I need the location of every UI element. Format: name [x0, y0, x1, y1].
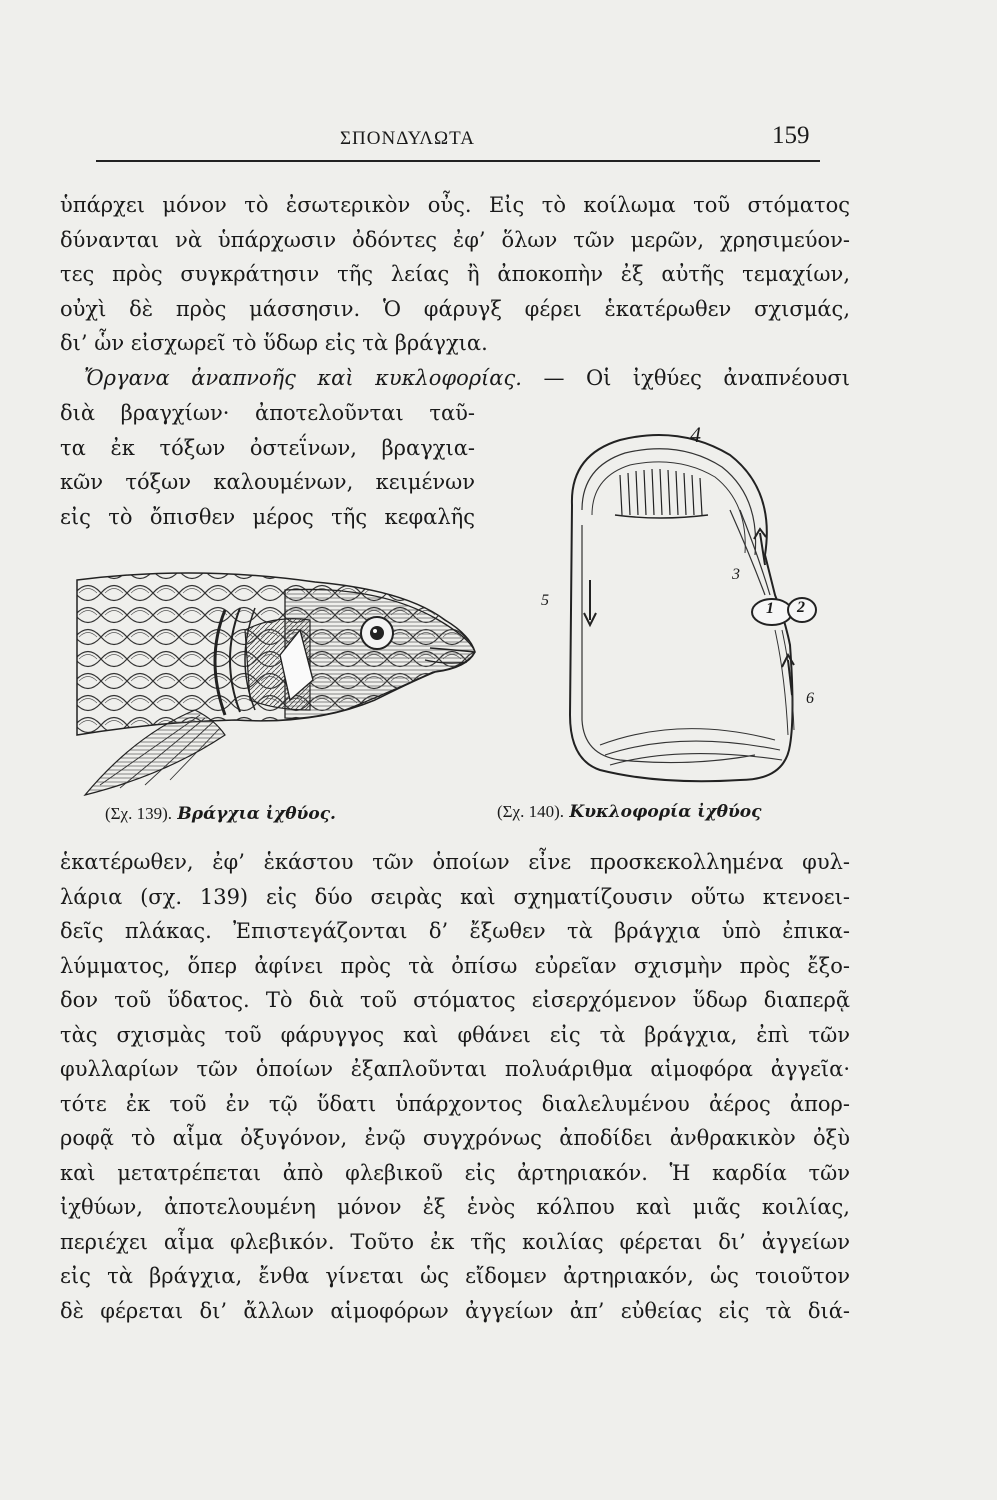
text-line: δὲ φέρεται δι’ ἄλλων αἱμοφόρων ἀγγείων ἀπ’ εὐθείας εἰς τὰ διά-	[60, 1298, 850, 1323]
text-line: λάρια (σχ. 139) εἰς δύο σειρὰς καὶ σχηματίζουσιν οὕτω κτενοει-	[60, 884, 850, 909]
figure-title: Βράγχια ἰχθύος.	[177, 804, 336, 824]
text-line: λύμματος, ὅπερ ἀφίνει πρὸς τὰ ὀπίσω εὐρεῖαν σχισμὴν πρὸς ἔξο-	[60, 953, 850, 978]
diagram-label: 3	[732, 566, 740, 583]
text-line: δον τοῦ ὕδατος. Τὸ διὰ τοῦ στόματος εἰσερχόμενον ὕδωρ διαπερᾷ	[60, 988, 850, 1012]
figure-140-caption	[497, 802, 761, 822]
text-line: τες πρὸς συγκράτησιν τῆς λείας ἢ ἀποκοπὴν ἐξ αὐτῆς τεμαχίων,	[60, 262, 850, 286]
figure-number: (Σχ. 139).	[105, 804, 173, 823]
text-line: φυλλαρίων τῶν ὁποίων ἐξαπλοῦνται πολυάριθμα αἱμοφόρα ἀγγεῖα·	[60, 1057, 850, 1081]
figure-number: (Σχ. 140).	[497, 802, 565, 821]
text-line: εἰς τὸ ὄπισθεν μέρος τῆς κεφαλῆς	[60, 504, 475, 529]
text-line: εἰς τὰ βράγχια, ἔνθα γίνεται ὡς εἴδομεν ἀρτηριακόν, ὡς τοιοῦτον	[60, 1264, 850, 1288]
diagram-label: 6	[806, 690, 814, 707]
section-heading-row	[60, 361, 850, 396]
text-line: ἑκατέρωθεν, ἐφ’ ἑκάστου τῶν ὁποίων εἶνε προσκεκολλημένα φυλ-	[60, 850, 850, 874]
diagram-label: 5	[541, 592, 549, 609]
figure-title: Κυκλοφορία ἰχθύος	[569, 802, 762, 822]
text-line: τότε ἐκ τοῦ ἐν τῷ ὕδατι ὑπάρχοντος διαλελυμένου ἀέρος ἀπορ-	[60, 1091, 850, 1116]
header-rule	[96, 160, 820, 162]
page-number: 159	[772, 122, 810, 149]
text-line: κῶν τόξων καλουμένων, κειμένων	[60, 470, 475, 494]
paragraph-bottom	[60, 845, 850, 1328]
text-line: διὰ βραγχίων· ἀποτελοῦνται ταῦ-	[60, 401, 475, 425]
text-line: δύνανται νὰ ὑπάρχωσιν ὀδόντες ἐφ’ ὅλων τῶν μερῶν, χρησιμεύον-	[60, 227, 850, 252]
text-line: ροφᾷ τὸ αἷμα ὀξυγόνον, ἐνῷ συγχρόνως ἀποδίδει ἀνθρακικὸν ὀξὺ	[60, 1126, 850, 1150]
text-line: ἰχθύων, ἀποτελουμένη μόνον ἐξ ἑνὸς κόλπου καὶ μιᾶς κοιλίας,	[60, 1195, 850, 1219]
text-line: καὶ μετατρέπεται ἀπὸ φλεβικοῦ εἰς ἀρτηριακόν. Ἡ καρδία τῶν	[60, 1160, 850, 1185]
paragraph-top	[60, 188, 850, 361]
text-line: τὰς σχισμὰς τοῦ φάρυγγος καὶ φθάνει εἰς τὰ βράγχια, ἐπὶ τῶν	[60, 1022, 850, 1047]
paragraph-side	[60, 396, 475, 534]
section-heading-rest: — Οἱ ἰχθύες ἀναπνέουσι	[543, 366, 850, 390]
text-line: οὐχὶ δὲ πρὸς μάσσησιν. Ὁ φάρυγξ φέρει ἑκατέρωθεν σχισμάς,	[60, 296, 850, 321]
running-title: ΣΠΟΝΔΥΛΩΤΑ	[340, 128, 475, 149]
section-heading-line	[60, 361, 850, 396]
text-line: δεῖς πλάκας. Ἐπιστεγάζονται δ’ ἔξωθεν τὰ βράγχια ὑπὸ ἐπικα-	[60, 919, 850, 943]
fish-gill-illustration	[75, 560, 485, 800]
text-line: ὑπάρχει μόνον τὸ ἐσωτερικὸν οὖς. Εἰς τὸ κοίλωμα τοῦ στόματος	[60, 193, 850, 217]
diagram-label: 1	[766, 600, 774, 617]
figure-139-caption	[105, 804, 336, 824]
text-line: τα ἐκ τόξων ὀστεΐνων, βραγχια-	[60, 435, 475, 460]
fish-circulation-diagram	[560, 415, 830, 815]
section-heading: Ὄργανα ἀναπνοῆς καὶ κυκλοφορίας.	[84, 366, 522, 390]
text-line: δι’ ὧν εἰσχωρεῖ τὸ ὕδωρ εἰς τὰ βράγχια.	[60, 331, 488, 355]
diagram-label: 4	[690, 422, 701, 447]
diagram-label: 2	[797, 599, 805, 616]
text-line: περιέχει αἷμα φλεβικόν. Τοῦτο ἐκ τῆς κοιλίας φέρεται δι’ ἀγγείων	[60, 1229, 850, 1254]
